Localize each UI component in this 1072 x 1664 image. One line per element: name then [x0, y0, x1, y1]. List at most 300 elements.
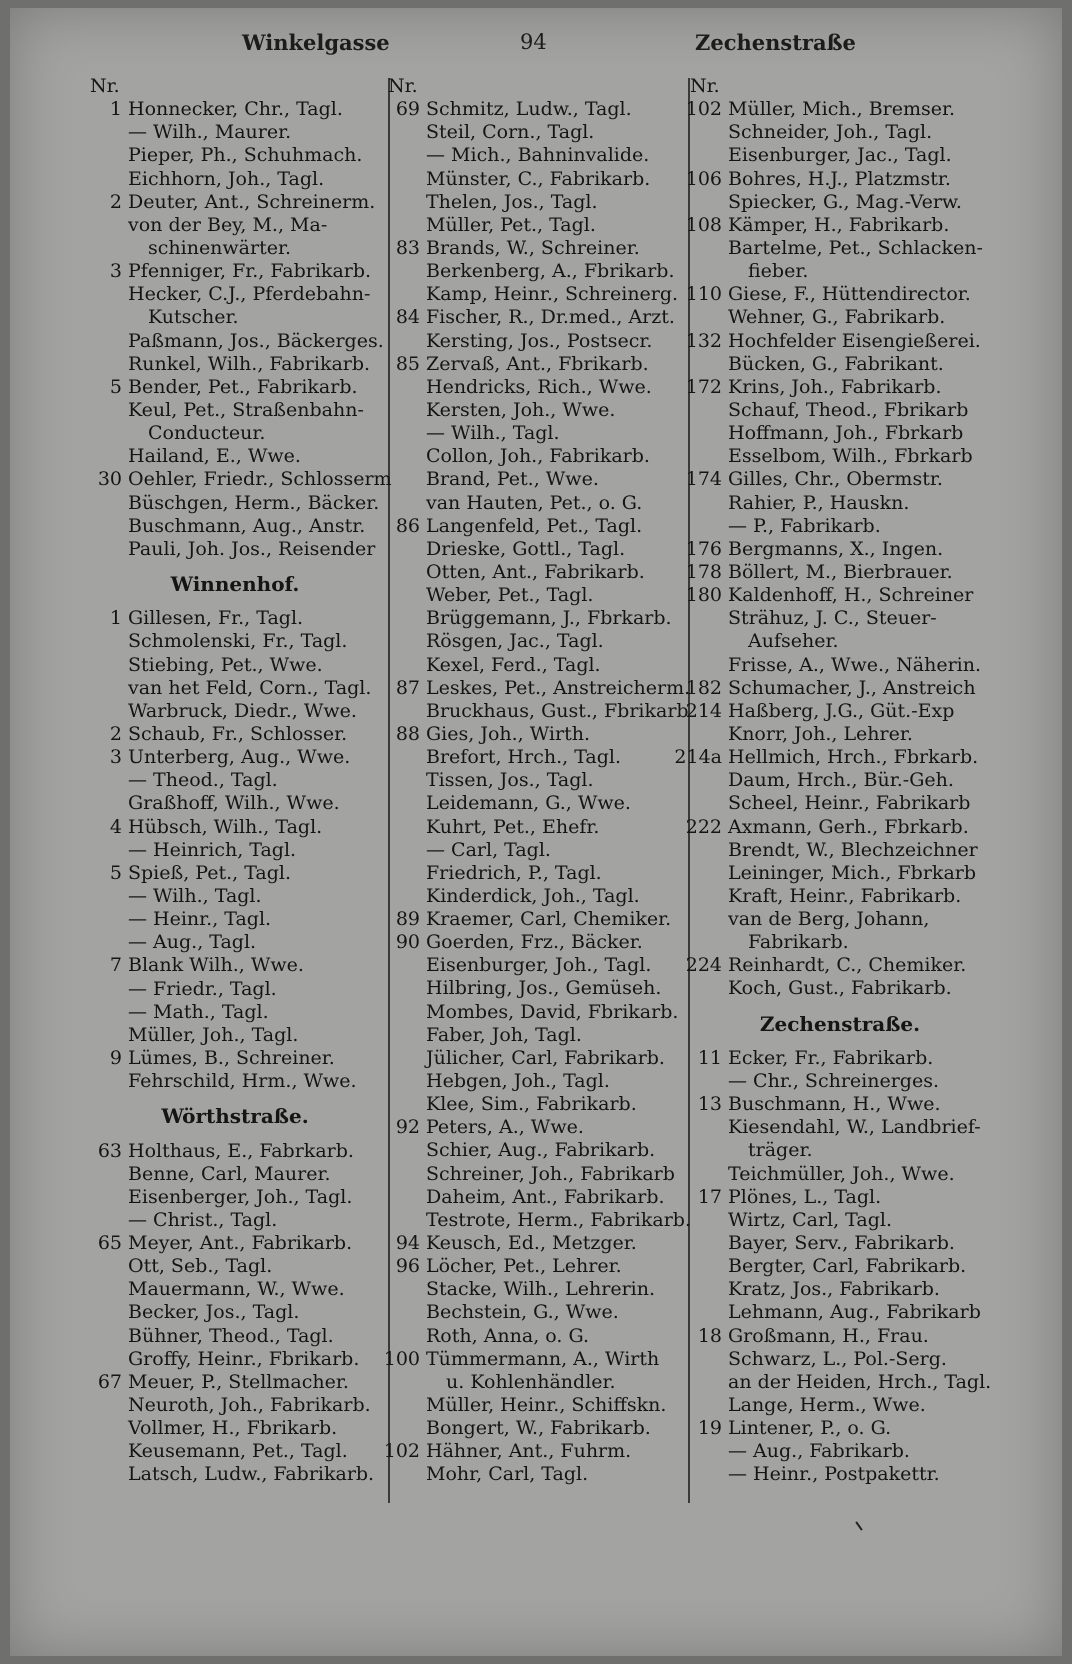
entry-text: Tissen, Jos., Tagl. [426, 769, 594, 792]
column-heading [690, 75, 990, 98]
directory-entry [388, 1278, 678, 1301]
directory-entry [690, 121, 990, 144]
entry-text: Stiebing, Pet., Wwe. [128, 653, 323, 676]
entry-text: Pieper, Ph., Schuhmach. [128, 144, 363, 167]
directory-entry [388, 1024, 678, 1047]
entry-text: Gillesen, Fr., Tagl. [128, 607, 304, 630]
entry-text: Ecker, Fr., Fabrikarb. [728, 1046, 934, 1069]
directory-entry [690, 1093, 990, 1116]
entry-text: Klee, Sim., Fabrikarb. [426, 1093, 637, 1116]
directory-entry [388, 769, 678, 792]
directory-entry [388, 237, 678, 260]
entry-text: Kuhrt, Pet., Ehefr. [426, 815, 600, 838]
entry-text: Hähner, Ant., Fuhrm. [426, 1440, 632, 1463]
directory-entry [388, 1255, 678, 1278]
entry-text: Schauf, Theod., Fbrikarb [728, 398, 969, 421]
directory-entry [90, 283, 380, 306]
directory-entry [690, 1348, 990, 1371]
directory-entry [690, 1186, 990, 1209]
directory-entry [90, 654, 380, 677]
directory-entry [388, 121, 678, 144]
directory-entry [388, 422, 678, 445]
column-2 [383, 75, 692, 1487]
directory-entry [90, 515, 380, 538]
directory-page [10, 8, 1062, 1656]
entry-text: Honnecker, Chr., Tagl. [128, 98, 343, 121]
directory-entry [388, 353, 678, 376]
directory-entry [90, 1140, 380, 1163]
directory-entry [388, 144, 678, 167]
entry-text: Blank Wilh., Wwe. [128, 954, 304, 977]
directory-entry [90, 978, 380, 1001]
directory-entry [90, 98, 380, 121]
directory-entry [685, 213, 990, 237]
directory-entry [690, 1463, 990, 1486]
directory-entry [388, 283, 678, 306]
directory-entry [388, 699, 689, 723]
house-number: 65 [97, 1232, 122, 1255]
directory-entry [388, 1371, 678, 1394]
section-heading: Wörthstraße. [161, 1104, 309, 1129]
house-number: 3 [109, 746, 122, 769]
directory-entry [690, 191, 990, 214]
directory-entry [690, 306, 990, 329]
entry-text: — P., Fabrikarb. [728, 514, 881, 537]
entry-text: Müller, Heinr., Schiffskn. [426, 1394, 667, 1417]
entry-text: Fehrschild, Hrm., Wwe. [128, 1070, 357, 1093]
entry-text: Knorr, Joh., Lehrer. [728, 722, 913, 745]
entry-text: Reinhardt, C., Chemiker. [728, 954, 967, 977]
directory-entry [90, 1024, 380, 1047]
entry-text: Bender, Pet., Fabrikarb. [128, 375, 358, 398]
house-number: 224 [685, 954, 722, 977]
entry-text: Wehner, G., Fabrikarb. [728, 306, 946, 329]
entry-text: Stacke, Wilh., Lehrerin. [426, 1278, 656, 1301]
entry-text: Tümmermann, A., Wirth [426, 1347, 660, 1370]
header-street-left: Winkelgasse [242, 30, 390, 55]
directory-entry [690, 607, 990, 630]
directory-entry [383, 1440, 678, 1463]
entry-text: Benne, Carl, Maurer. [128, 1162, 331, 1185]
directory-entry [690, 353, 990, 376]
entry-text: Conducteur. [148, 422, 266, 445]
entry-text: Hecker, C.J., Pferdebahn- [128, 283, 371, 306]
directory-entry [388, 214, 678, 237]
directory-entry [90, 769, 380, 792]
directory-entry [388, 376, 678, 399]
entry-text: Keul, Pet., Straßenbahn- [128, 398, 364, 421]
directory-entry [388, 191, 678, 214]
directory-entry [90, 931, 380, 954]
house-number: 132 [685, 329, 722, 352]
entry-text: Eisenburger, Jac., Tagl. [728, 144, 952, 167]
directory-entry [690, 144, 990, 167]
entry-text: Testrote, Herm., Fabrikarb. [426, 1208, 692, 1231]
directory-entry [388, 723, 678, 746]
directory-entry [388, 1070, 678, 1093]
directory-entry [388, 1232, 678, 1255]
entry-text: Kersting, Jos., Postsecr. [426, 329, 653, 352]
section-heading: Winnenhof. [170, 571, 300, 596]
house-number: 110 [685, 283, 722, 306]
entry-text: Hailand, E., Wwe. [128, 445, 301, 468]
house-number: 9 [109, 1046, 122, 1069]
directory-entry [90, 746, 380, 769]
entry-text: Bergter, Carl, Fabrikarb. [728, 1255, 967, 1278]
directory-entry [388, 931, 678, 954]
directory-entry [90, 1186, 380, 1209]
entry-text: — Heinr., Tagl. [128, 908, 272, 931]
entry-text: Gilles, Chr., Obermstr. [728, 468, 943, 491]
directory-entry [388, 885, 678, 908]
entry-text: Gies, Joh., Wirth. [426, 722, 591, 745]
entry-text: Spieß, Pet., Tagl. [128, 861, 292, 884]
house-number: 69 [395, 98, 420, 121]
directory-entry [690, 1278, 990, 1301]
entry-text: Schwarz, L., Pol.-Serg. [728, 1347, 947, 1370]
house-number: 18 [697, 1324, 722, 1347]
entry-text: Nr. [388, 75, 418, 97]
entry-text: Buschmann, H., Wwe. [728, 1093, 941, 1116]
directory-entry [685, 468, 990, 491]
entry-text: Keusemann, Pet., Tagl. [128, 1440, 348, 1463]
directory-entry [690, 1394, 990, 1417]
house-number: 2 [109, 722, 122, 745]
entry-text: Schmitz, Ludw., Tagl. [426, 98, 632, 121]
directory-entry [388, 1116, 678, 1139]
directory-entry [685, 329, 990, 353]
entry-text: — Christ., Tagl. [128, 1208, 278, 1231]
house-number: 4 [109, 815, 122, 838]
entry-text: Axmann, Gerh., Fbrkarb. [728, 815, 969, 838]
directory-entry [90, 144, 380, 167]
entry-text: Leskes, Pet., Anstreicherm. [426, 676, 691, 699]
directory-entry [90, 1047, 380, 1070]
directory-entry [388, 746, 678, 769]
directory-entry [90, 1278, 380, 1301]
directory-entry [388, 306, 678, 329]
entry-text: Kutscher. [148, 306, 239, 329]
directory-entry [690, 1070, 990, 1093]
directory-entry [90, 1232, 380, 1255]
directory-entry [690, 630, 990, 653]
house-number: 102 [685, 98, 722, 121]
directory-entry [388, 1093, 678, 1116]
directory-entry [690, 422, 990, 445]
column-1 [90, 75, 392, 1487]
directory-entry [90, 422, 380, 445]
directory-entry [388, 538, 678, 561]
house-number: 172 [685, 375, 722, 398]
entry-text: Peters, A., Wwe. [426, 1116, 584, 1139]
entry-text: Brendt, W., Blechzeichner [728, 838, 978, 861]
entry-text: Daum, Hrch., Bür.-Geh. [728, 769, 954, 792]
house-number: 63 [97, 1139, 122, 1162]
entry-text: Müller, Joh., Tagl. [128, 1023, 299, 1046]
house-number: 88 [395, 722, 420, 745]
entry-text: — Wilh., Tagl. [128, 884, 262, 907]
directory-entry [388, 1163, 678, 1186]
house-number: 176 [685, 537, 722, 560]
house-number: 30 [97, 468, 122, 491]
entry-text: Schier, Aug., Fabrikarb. [426, 1139, 656, 1162]
entry-text: Schumacher, J., Anstreich [728, 676, 976, 699]
directory-entry [90, 1255, 380, 1278]
house-number: 1 [109, 98, 122, 121]
directory-entry [90, 237, 380, 260]
entry-text: Kiesendahl, W., Landbrief- [728, 1116, 981, 1139]
entry-text: Kexel, Ferd., Tagl. [426, 653, 601, 676]
entry-text: Plönes, L., Tagl. [728, 1185, 882, 1208]
entry-text: Scheel, Heinr., Fabrikarb [728, 792, 971, 815]
directory-entry [685, 167, 990, 191]
entry-text: Graßhoff, Wilh., Wwe. [128, 792, 340, 815]
entry-text: Bongert, W., Fabrikarb. [426, 1417, 651, 1440]
directory-entry [388, 1186, 678, 1209]
directory-entry [388, 1139, 678, 1162]
house-number: 3 [109, 260, 122, 283]
entry-text: Wirtz, Carl, Tagl. [728, 1208, 892, 1231]
entry-text: Leininger, Mich., Fbrkarb [728, 861, 977, 884]
house-number: 86 [395, 514, 420, 537]
directory-entry [690, 769, 990, 792]
entry-text: Bruckhaus, Gust., Fbrikarb [426, 699, 689, 722]
directory-entry [388, 862, 678, 885]
directory-entry [90, 191, 380, 214]
entry-text: Bayer, Serv., Fabrikarb. [728, 1232, 955, 1255]
directory-entry [90, 1371, 380, 1394]
directory-entry [388, 1301, 678, 1324]
entry-text: Unterberg, Aug., Wwe. [128, 746, 351, 769]
entry-text: Otten, Ant., Fabrikarb. [426, 560, 645, 583]
entry-text: Lintener, P., o. G. [728, 1417, 892, 1440]
entry-text: — Aug., Fabrikarb. [728, 1440, 910, 1463]
house-number: 214a [674, 746, 722, 769]
directory-entry [388, 1417, 678, 1440]
directory-entry [90, 1001, 380, 1024]
house-number: 90 [395, 931, 420, 954]
directory-entry [388, 492, 678, 515]
entry-text: Steil, Corn., Tagl. [426, 121, 595, 144]
entry-text: Kratz, Jos., Fabrikarb. [728, 1278, 940, 1301]
entry-text: Lümes, B., Schreiner. [128, 1046, 335, 1069]
entry-text: Faber, Joh, Tagl. [426, 1023, 582, 1046]
entry-text: Brefort, Hrch., Tagl. [426, 746, 622, 769]
directory-entry [388, 468, 678, 491]
directory-entry [685, 375, 990, 399]
entry-text: Fabrikarb. [748, 931, 849, 954]
directory-entry [90, 399, 380, 422]
directory-entry [90, 677, 380, 700]
header-street-right: Zechenstraße [695, 30, 856, 55]
directory-entry [690, 1371, 990, 1394]
directory-entry [383, 1347, 678, 1371]
directory-entry [690, 977, 990, 1000]
entry-text: Nr. [90, 75, 120, 97]
directory-entry [388, 260, 678, 283]
directory-entry [690, 839, 990, 862]
directory-entry [90, 353, 380, 376]
entry-text: van het Feld, Corn., Tagl. [128, 676, 372, 699]
entry-text: Mombes, David, Fbrikarb. [426, 1000, 679, 1023]
directory-entry [690, 1325, 990, 1348]
directory-entry [690, 792, 990, 815]
entry-text: Berkenberg, A., Fbrikarb. [426, 260, 675, 283]
entry-text: Krins, Joh., Fabrikarb. [728, 375, 942, 398]
entry-text: van Hauten, Pet., o. G. [426, 491, 643, 514]
house-number: 180 [685, 584, 722, 607]
entry-text: Giese, F., Hüttendirector. [728, 283, 971, 306]
entry-text: van de Berg, Johann, [728, 908, 930, 931]
house-number: 94 [395, 1232, 420, 1255]
directory-entry [90, 1463, 380, 1486]
entry-text: Kämper, H., Fabrikarb. [728, 213, 950, 236]
entry-text: schinenwärter. [148, 236, 292, 259]
entry-text: Jülicher, Carl, Fabrikarb. [426, 1046, 665, 1069]
entry-text: — Heinr., Postpakettr. [728, 1463, 940, 1486]
directory-entry [90, 168, 380, 191]
directory-entry [690, 1047, 990, 1070]
house-number: 5 [109, 861, 122, 884]
entry-text: Roth, Anna, o. G. [426, 1324, 590, 1347]
entry-text: Paßmann, Jos., Bäckerges. [128, 329, 384, 352]
entry-text: Meyer, Ant., Fabrikarb. [128, 1232, 353, 1255]
entry-text: — Theod., Tagl. [128, 769, 278, 792]
entry-text: Großmann, H., Frau. [728, 1324, 929, 1347]
entry-text: Neuroth, Joh., Fabrikarb. [128, 1394, 371, 1417]
entry-text: — Mich., Bahninvalide. [426, 144, 650, 167]
entry-text: Latsch, Ludw., Fabrikarb. [128, 1463, 375, 1486]
directory-entry [90, 1070, 380, 1093]
entry-text: träger. [748, 1139, 813, 1162]
directory-entry [690, 1417, 990, 1440]
directory-entry [90, 121, 380, 144]
house-number: 100 [383, 1347, 420, 1370]
entry-text: Esselbom, Wilh., Fbrkarb [728, 445, 973, 468]
entry-text: Kraft, Heinr., Fabrikarb. [728, 884, 962, 907]
directory-entry [685, 584, 990, 607]
directory-entry [90, 260, 380, 283]
directory-entry [674, 746, 990, 769]
entry-text: Eisenberger, Joh., Tagl. [128, 1185, 353, 1208]
directory-entry [90, 885, 380, 908]
section-heading: Zechenstraße. [759, 1011, 921, 1036]
directory-entry [388, 816, 678, 839]
entry-text: Mauermann, W., Wwe. [128, 1278, 345, 1301]
entry-text: — Aug., Tagl. [128, 931, 257, 954]
entry-text: Müller, Pet., Tagl. [426, 213, 596, 236]
directory-entry [90, 1301, 380, 1324]
directory-entry [90, 1394, 380, 1417]
entry-text: Hilbring, Jos., Gemüseh. [426, 977, 662, 1000]
entry-text: — Carl, Tagl. [426, 838, 551, 861]
directory-entry [90, 1209, 380, 1232]
directory-entry [690, 1116, 990, 1139]
directory-entry [388, 561, 678, 584]
entry-text: von der Bey, M., Ma- [128, 213, 328, 236]
entry-text: Strähuz, J. C., Steuer- [728, 607, 937, 630]
entry-text: Holthaus, E., Fabrkarb. [128, 1139, 354, 1162]
directory-entry [685, 815, 990, 839]
entry-text: Büschgen, Herm., Bäcker. [128, 491, 380, 514]
entry-text: Löcher, Pet., Lehrer. [426, 1255, 622, 1278]
directory-entry [90, 1348, 380, 1371]
directory-entry [685, 954, 990, 977]
directory-entry [388, 515, 678, 538]
entry-text: — Wilh., Maurer. [128, 121, 292, 144]
entry-text: Bergmanns, X., Ingen. [728, 537, 944, 560]
directory-entry [388, 839, 678, 862]
house-number: 87 [395, 676, 420, 699]
directory-entry [388, 584, 678, 607]
entry-text: Lehmann, Aug., Fabrikarb [728, 1301, 981, 1324]
house-number: 174 [685, 468, 722, 491]
entry-text: Bücken, G., Fabrikant. [728, 352, 944, 375]
entry-text: Böllert, M., Bierbrauer. [728, 560, 953, 583]
directory-entry [90, 607, 380, 630]
directory-entry [388, 676, 691, 700]
house-number: 7 [109, 954, 122, 977]
entry-text: Oehler, Friedr., Schlosserm [128, 468, 392, 491]
entry-text: Teichmüller, Joh., Wwe. [728, 1162, 955, 1185]
directory-entry [690, 1232, 990, 1255]
directory-entry [690, 1255, 990, 1278]
directory-entry [388, 908, 678, 931]
entry-text: Warbruck, Diedr., Wwe. [128, 699, 357, 722]
directory-entry [388, 630, 678, 653]
entry-text: Rösgen, Jac., Tagl. [426, 630, 604, 653]
entry-text: Schmolenski, Fr., Tagl. [128, 630, 348, 653]
ink-mark [855, 1521, 862, 1530]
directory-entry [690, 723, 990, 746]
directory-entry [690, 885, 990, 908]
house-number: 67 [97, 1370, 122, 1393]
house-number: 214 [685, 699, 722, 722]
directory-entry [90, 862, 380, 885]
entry-text: — Wilh., Tagl. [426, 422, 560, 445]
directory-entry [388, 1325, 678, 1348]
directory-entry [90, 1417, 380, 1440]
entry-text: Rahier, P., Hauskn. [728, 491, 910, 514]
entry-text: Hoffmann, Joh., Fbrkarb [728, 422, 964, 445]
entry-text: Koch, Gust., Fabrikarb. [728, 977, 952, 1000]
house-number: 1 [109, 607, 122, 630]
entry-text: Brands, W., Schreiner. [426, 236, 640, 259]
directory-entry [388, 1394, 678, 1417]
entry-text: — Friedr., Tagl. [128, 977, 277, 1000]
directory-entry [90, 445, 380, 468]
entry-text: Kraemer, Carl, Chemiker. [426, 908, 672, 931]
entry-text: Becker, Jos., Tagl. [128, 1301, 300, 1324]
entry-text: Leidemann, G., Wwe. [426, 792, 631, 815]
directory-entry [690, 445, 990, 468]
entry-text: an der Heiden, Hrch., Tagl. [728, 1370, 992, 1393]
directory-entry [690, 654, 990, 677]
column-heading [90, 75, 380, 98]
house-number: 83 [395, 236, 420, 259]
directory-entry [388, 1463, 678, 1486]
entry-text: Eisenburger, Joh., Tagl. [426, 954, 652, 977]
directory-entry [90, 816, 380, 839]
entry-text: Deuter, Ant., Schreinerm. [128, 190, 376, 213]
entry-text: Runkel, Wilh., Fabrikarb. [128, 352, 371, 375]
directory-entry [90, 1440, 380, 1463]
directory-entry [388, 654, 678, 677]
entry-text: Eichhorn, Joh., Tagl. [128, 167, 325, 190]
directory-entry [388, 954, 678, 977]
entry-text: Müller, Mich., Bremser. [728, 98, 956, 121]
house-number: 2 [109, 190, 122, 213]
